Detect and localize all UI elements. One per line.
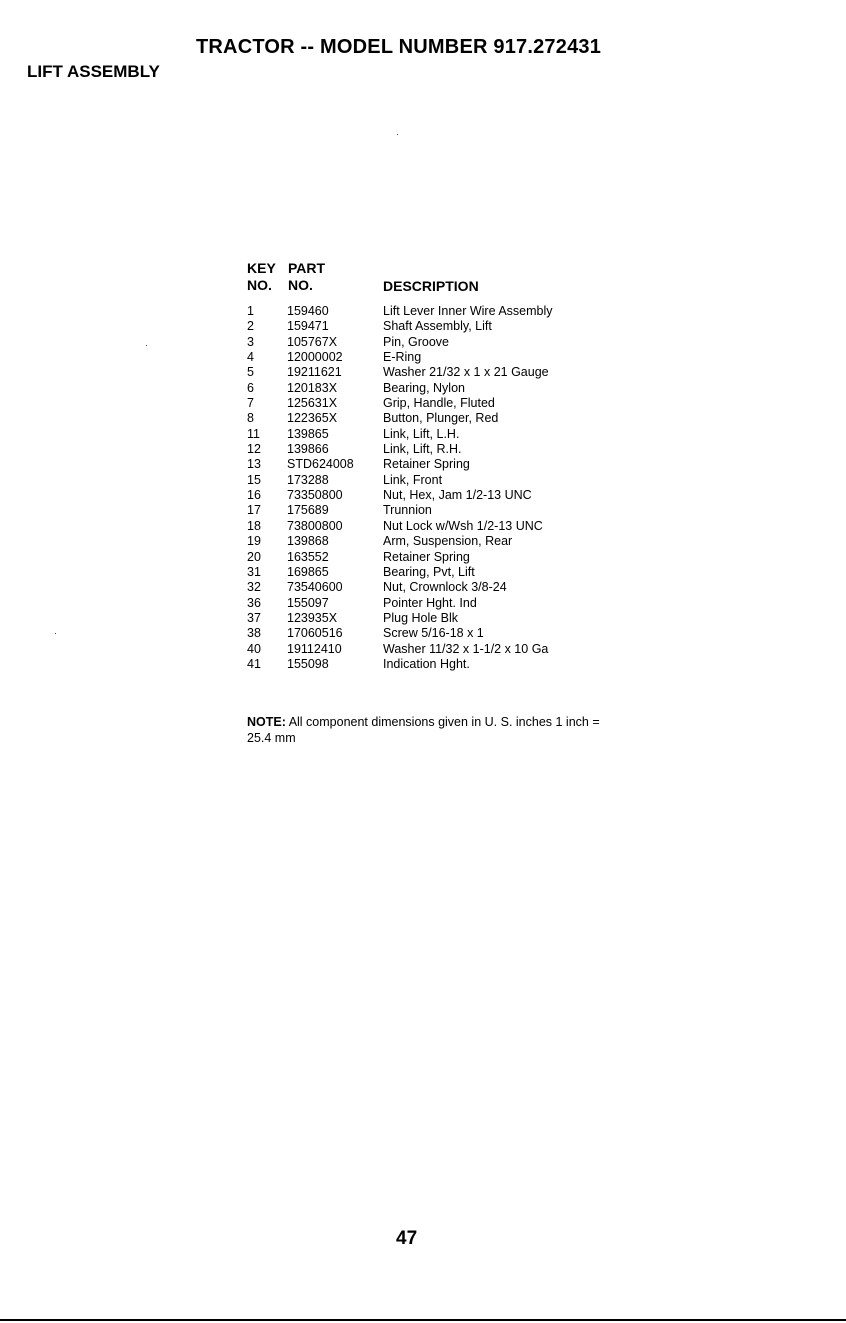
table-row [247, 657, 607, 672]
part-description: Link, Lift, R.H. [383, 442, 462, 457]
column-header-key [247, 260, 276, 294]
key-number: 7 [247, 396, 254, 411]
table-row [247, 596, 607, 611]
part-number: 173288 [287, 472, 329, 487]
part-description: Arm, Suspension, Rear [383, 534, 513, 549]
part-number: 105767X [287, 334, 338, 349]
bottom-border-line [0, 1319, 846, 1321]
table-body [247, 304, 607, 672]
table-row [247, 304, 607, 319]
key-number: 4 [247, 350, 254, 365]
table-row [247, 350, 607, 365]
page-title: TRACTOR -- MODEL NUMBER 917.272431 [196, 36, 602, 58]
part-description: Grip, Handle, Fluted [383, 396, 495, 411]
part-description: Washer 11/32 x 1-1/2 x 10 Ga [383, 641, 549, 656]
table-row [247, 473, 607, 488]
key-number: 20 [247, 549, 261, 564]
part-description: Pin, Groove [383, 334, 450, 349]
part-number: 175689 [287, 503, 329, 518]
part-number: 73350800 [287, 488, 343, 503]
table-row [247, 565, 607, 580]
part-number: 155098 [287, 656, 329, 671]
part-number: 155097 [287, 595, 329, 610]
part-description: Nut, Hex, Jam 1/2-13 UNC [383, 488, 532, 503]
key-number: 12 [247, 442, 261, 457]
part-description: Link, Lift, L.H. [383, 426, 460, 441]
column-header-part-line-1: PART [288, 260, 326, 276]
part-description: Retainer Spring [383, 549, 470, 564]
part-description: Plug Hole Blk [383, 610, 459, 625]
column-header-part [288, 260, 325, 294]
part-number: 73800800 [287, 518, 343, 533]
stray-mark [397, 134, 398, 135]
key-number: 1 [247, 304, 254, 318]
key-number: 8 [247, 411, 254, 426]
part-description: Button, Plunger, Red [383, 411, 499, 426]
page-number: 47 [396, 1228, 418, 1249]
table-row [247, 534, 607, 549]
table-row [247, 611, 607, 626]
column-header-description-line-1: DESCRIPTION [383, 278, 479, 294]
part-number: 159460 [287, 304, 329, 318]
part-description: Trunnion [383, 503, 432, 518]
column-header-description [383, 278, 479, 295]
part-number: STD624008 [287, 457, 354, 472]
table-row [247, 642, 607, 657]
key-number: 13 [247, 457, 261, 472]
part-description: Shaft Assembly, Lift [383, 319, 492, 334]
part-description: Lift Lever Inner Wire Assembly [383, 304, 553, 318]
key-number: 19 [247, 534, 261, 549]
part-description: Bearing, Nylon [383, 380, 465, 395]
part-description: Nut Lock w/Wsh 1/2-13 UNC [383, 518, 543, 533]
part-number: 19211621 [287, 365, 342, 380]
stray-mark [55, 633, 56, 634]
table-row [247, 381, 607, 396]
key-number: 3 [247, 334, 254, 349]
key-number: 5 [247, 365, 254, 380]
column-header-part-line-2: NO. [288, 277, 313, 293]
table-row [247, 580, 607, 595]
key-number: 41 [247, 656, 261, 671]
part-number: 17060516 [287, 626, 343, 641]
part-number: 19112410 [287, 641, 342, 656]
part-description: Screw 5/16-18 x 1 [383, 626, 484, 641]
part-number: 139865 [287, 426, 329, 441]
table-row [247, 335, 607, 350]
key-number: 2 [247, 319, 254, 334]
key-number: 31 [247, 564, 261, 579]
key-number: 38 [247, 626, 261, 641]
part-number: 169865 [287, 564, 329, 579]
stray-mark [146, 345, 147, 346]
table-row [247, 626, 607, 641]
key-number: 15 [247, 472, 261, 487]
table-row [247, 442, 607, 457]
table-row [247, 457, 607, 472]
key-number: 6 [247, 380, 254, 395]
part-description: Pointer Hght. Ind [383, 595, 477, 610]
key-number: 32 [247, 580, 261, 595]
key-number: 18 [247, 518, 261, 533]
part-description: Washer 21/32 x 1 x 21 Gauge [383, 365, 549, 380]
column-header-key-line-2: NO. [247, 277, 272, 293]
table-row [247, 319, 607, 334]
table-row [247, 519, 607, 534]
table-row [247, 396, 607, 411]
column-header-key-line-1: KEY [247, 260, 276, 276]
key-number: 36 [247, 595, 261, 610]
dimension-note [247, 714, 607, 746]
key-number: 40 [247, 641, 261, 656]
part-number: 122365X [287, 411, 338, 426]
section-title: LIFT ASSEMBLY [27, 62, 160, 81]
part-number: 120183X [287, 380, 338, 395]
part-description: E-Ring [383, 350, 422, 365]
part-description: Bearing, Pvt, Lift [383, 564, 475, 579]
part-number: 139866 [287, 442, 329, 457]
part-description: Nut, Crownlock 3/8-24 [383, 580, 507, 595]
table-row [247, 365, 607, 380]
part-description: Retainer Spring [383, 457, 470, 472]
part-description: Link, Front [383, 472, 443, 487]
table-row [247, 488, 607, 503]
part-number: 139868 [287, 534, 329, 549]
key-number: 17 [247, 503, 261, 518]
part-number: 163552 [287, 549, 329, 564]
table-row [247, 411, 607, 426]
part-number: 159471 [287, 319, 329, 334]
table-row [247, 503, 607, 518]
part-number: 73540600 [287, 580, 343, 595]
part-number: 125631X [287, 396, 338, 411]
table-row [247, 427, 607, 442]
key-number: 11 [247, 426, 260, 441]
note-label: NOTE: [247, 715, 286, 729]
note-text: All component dimensions given in U. S. inches 1 inch = 25.4 mm [247, 715, 600, 745]
part-number: 12000002 [287, 350, 343, 365]
key-number: 16 [247, 488, 261, 503]
part-number: 123935X [287, 610, 338, 625]
part-description: Indication Hght. [383, 656, 470, 671]
table-row [247, 550, 607, 565]
key-number: 37 [247, 610, 261, 625]
